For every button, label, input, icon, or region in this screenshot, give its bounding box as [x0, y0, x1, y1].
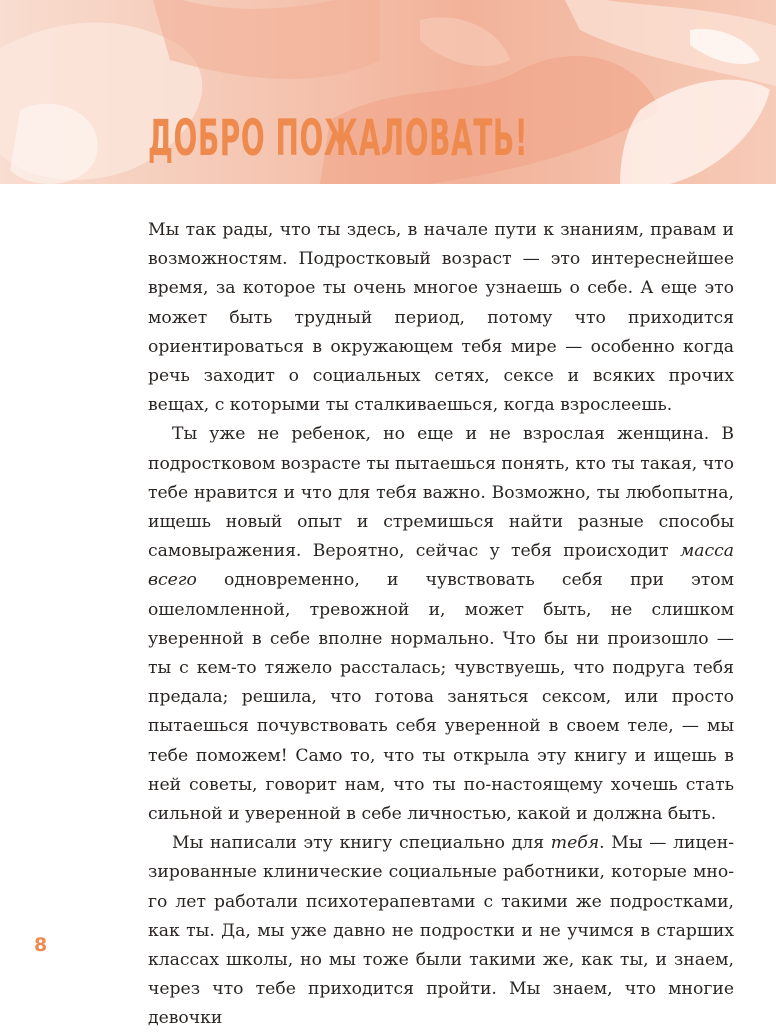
- emphasis-text: масса всего: [148, 541, 734, 591]
- page-title: ДОБРО ПОЖАЛОВАТЬ!: [148, 109, 529, 167]
- emphasis-text: тебя: [550, 833, 600, 854]
- header-banner: [0, 0, 776, 184]
- paragraph-text: Ты уже не ребенок, но еще и не взрослая женщина. В подростковом возрасте ты пытаешься понять, кто ты такая, что тебе нравится и что для тебя важно. Возможно, ты любопытна, ищешь новый опыт и стремишься найти разные способы самовыражения. Вероятно, сейчас у тебя происходит: [148, 424, 734, 562]
- paragraph: Мы так рады, что ты здесь, в начале пути к знаниям, правам и возможностям. Подростковый возраст — это интереснейшее время, за которое ты очень многое узнаешь о себе. А еще это может быть трудный период, потому что приходится ориентироваться в окружающем тебя мире — особенно когда речь заходит о социальных сетях, сексе и всяких прочих вещах, с которыми ты сталкиваешься, когда взрослеешь.: [148, 220, 734, 416]
- paragraph-text: Мы написали эту книгу специально для: [172, 833, 551, 854]
- page-number: 8: [34, 934, 48, 956]
- paragraph-text: . Мы — лицензированные клинические социальные работники, которые много лет работали психотерапевтами с такими же подростками, как ты. Да, мы уже давно не подростки и не учимся в старших классах школы, но мы тоже были такими же, как ты, и знаем, через что тебе приходится пройти. Мы знаем, что многие девочки: [148, 833, 734, 1029]
- paragraph-text: одновременно, и чувствовать себя при этом ошеломленной, тревожной и, может быть, не слишком уверенной в себе вполне нормально. Что бы ни произошло — ты с кем-то тяжело рассталась; чувствуешь, что подруга тебя предала; решила, что готова заняться сексом, или просто пытаешься почувствовать себя уверенной в своем теле, — мы тебе поможем! Само то, что ты открыла эту книгу и ищешь в ней советы, говорит нам, что ты по-настоящему хочешь стать сильной и уверенной в себе личностью, какой и должна быть.: [148, 570, 734, 825]
- paragraph: [148, 829, 734, 1033]
- article-body: [148, 216, 734, 1034]
- paragraph: [148, 420, 734, 829]
